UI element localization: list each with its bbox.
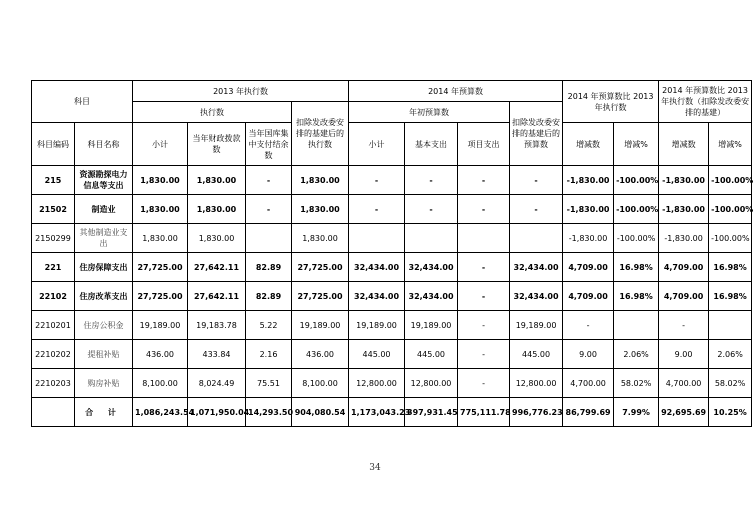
row-cell: -1,830.00 [659, 166, 709, 195]
row-cell: - [563, 311, 614, 340]
row-cell: -1,830.00 [659, 195, 709, 224]
row-cell: 4,709.00 [659, 253, 709, 282]
row-cell: -1,830.00 [563, 224, 614, 253]
row-cell: 16.98% [614, 253, 659, 282]
header-increase-pct: 增减% [614, 123, 659, 166]
row-cell: - [458, 195, 510, 224]
header-budget-2014: 2014 年预算数 [349, 81, 563, 102]
total-cell: 996,776.23 [510, 398, 563, 427]
row-cell: 1,830.00 [133, 195, 188, 224]
row-cell: - [458, 282, 510, 311]
row-cell: 4,709.00 [563, 282, 614, 311]
row-cell: 12,800.00 [349, 369, 405, 398]
row-cell: 32,434.00 [405, 253, 458, 282]
row-cell: 32,434.00 [349, 253, 405, 282]
total-cell: 397,931.45 [405, 398, 458, 427]
row-cell: - [246, 195, 292, 224]
row-cell: 1,830.00 [133, 224, 188, 253]
row-cell: 27,725.00 [292, 253, 349, 282]
header-name: 科目名称 [75, 123, 133, 166]
total-cell: 7.99% [614, 398, 659, 427]
row-cell [246, 224, 292, 253]
row-cell: 82.89 [246, 253, 292, 282]
row-cell: 5.22 [246, 311, 292, 340]
row-cell: 19,189.00 [349, 311, 405, 340]
row-cell: 1,830.00 [292, 166, 349, 195]
row-name: 提租补贴 [75, 340, 133, 369]
row-cell: 445.00 [510, 340, 563, 369]
header-subject: 科目 [32, 81, 133, 123]
total-cell: 904,080.54 [292, 398, 349, 427]
row-cell: 1,830.00 [188, 224, 246, 253]
row-cell: 2.16 [246, 340, 292, 369]
total-cell: 1,086,243.54 [133, 398, 188, 427]
row-cell: 32,434.00 [510, 282, 563, 311]
row-cell: 4,700.00 [659, 369, 709, 398]
row-cell: 4,709.00 [659, 282, 709, 311]
row-cell: 12,800.00 [510, 369, 563, 398]
row-cell [458, 224, 510, 253]
page-number: 34 [369, 463, 381, 473]
row-name: 住房公积金 [75, 311, 133, 340]
total-cell: 1,071,950.04 [188, 398, 246, 427]
row-cell: - [405, 166, 458, 195]
row-cell: 58.02% [709, 369, 752, 398]
row-cell: 9.00 [563, 340, 614, 369]
row-code: 215 [32, 166, 75, 195]
row-cell: 9.00 [659, 340, 709, 369]
row-cell: 8,100.00 [292, 369, 349, 398]
row-cell: 32,434.00 [510, 253, 563, 282]
table-row [32, 253, 752, 282]
row-cell [709, 311, 752, 340]
table-row [32, 166, 752, 195]
row-cell: - [458, 369, 510, 398]
row-code: 221 [32, 253, 75, 282]
table-row [32, 195, 752, 224]
table-row [32, 224, 752, 253]
table-row [32, 282, 752, 311]
row-code: 21502 [32, 195, 75, 224]
row-cell: 8,100.00 [133, 369, 188, 398]
row-cell: - [405, 195, 458, 224]
row-cell: 436.00 [292, 340, 349, 369]
total-cell: 86,799.69 [563, 398, 614, 427]
row-cell [614, 311, 659, 340]
row-cell: - [458, 166, 510, 195]
table-row [32, 369, 752, 398]
header-increase-amount: 增减数 [563, 123, 614, 166]
row-cell [510, 224, 563, 253]
row-cell: 16.98% [614, 282, 659, 311]
row-cell: - [458, 311, 510, 340]
row-code: 2210203 [32, 369, 75, 398]
row-cell: -100.00% [614, 224, 659, 253]
row-cell: 1,830.00 [292, 224, 349, 253]
row-cell: 19,189.00 [133, 311, 188, 340]
header-budget-initial: 年初预算数 [349, 102, 510, 123]
row-cell: 27,725.00 [133, 282, 188, 311]
header-project-expense: 项目支出 [458, 123, 510, 166]
header-exec-total: 执行数 [133, 102, 292, 123]
row-cell: 4,709.00 [563, 253, 614, 282]
total-label: 合 计 [75, 398, 133, 427]
row-cell: 19,189.00 [510, 311, 563, 340]
row-cell: - [349, 166, 405, 195]
row-cell: 2.06% [614, 340, 659, 369]
row-cell: 27,642.11 [188, 253, 246, 282]
row-cell: 1,830.00 [133, 166, 188, 195]
row-cell: 8,024.49 [188, 369, 246, 398]
budget-table [31, 80, 752, 427]
header-exec-adjusted: 扣除发改委安排的基建后的执行数 [292, 102, 349, 166]
total-cell: 10.25% [709, 398, 752, 427]
row-cell: 1,830.00 [188, 166, 246, 195]
row-name: 住房改革支出 [75, 282, 133, 311]
row-cell: 19,189.00 [405, 311, 458, 340]
row-cell: - [510, 166, 563, 195]
row-cell: - [458, 340, 510, 369]
row-cell: - [659, 311, 709, 340]
row-cell: 16.98% [709, 282, 752, 311]
total-cell: 14,293.50 [246, 398, 292, 427]
row-cell [349, 224, 405, 253]
row-cell: 27,725.00 [292, 282, 349, 311]
row-code: 2150299 [32, 224, 75, 253]
row-code: 2210202 [32, 340, 75, 369]
row-cell: 58.02% [614, 369, 659, 398]
row-cell: 1,830.00 [188, 195, 246, 224]
row-code: 22102 [32, 282, 75, 311]
row-cell: 445.00 [405, 340, 458, 369]
row-cell: 82.89 [246, 282, 292, 311]
header-compare-2014-vs-2013: 2014 年预算数比 2013 年执行数 [563, 81, 659, 123]
row-cell: 4,700.00 [563, 369, 614, 398]
row-name: 住房保障支出 [75, 253, 133, 282]
header-increase-amount-adjusted: 增减数 [659, 123, 709, 166]
row-cell: 19,189.00 [292, 311, 349, 340]
row-name: 资源勘探电力信息等支出 [75, 166, 133, 195]
header-compare-2014-vs-2013-adjusted: 2014 年预算数比 2013 年执行数（扣除发改委安排的基建） [659, 81, 752, 123]
row-code: 2210201 [32, 311, 75, 340]
total-cell: 92,695.69 [659, 398, 709, 427]
header-local-allocation: 当年财政拨款数 [188, 123, 246, 166]
row-cell: 16.98% [709, 253, 752, 282]
row-cell: -100.00% [614, 195, 659, 224]
header-subtotal: 小计 [133, 123, 188, 166]
header-basic-expense: 基本支出 [405, 123, 458, 166]
row-cell: - [458, 253, 510, 282]
row-cell: -1,830.00 [563, 195, 614, 224]
row-name: 其他制造业支出 [75, 224, 133, 253]
row-cell: 75.51 [246, 369, 292, 398]
row-cell: 27,642.11 [188, 282, 246, 311]
row-cell: -1,830.00 [563, 166, 614, 195]
budget-table-container [31, 80, 752, 427]
table-row [32, 311, 752, 340]
row-cell: 32,434.00 [349, 282, 405, 311]
header-budget-adjusted: 扣除发改委安排的基建后的预算数 [510, 102, 563, 166]
row-cell: 436.00 [133, 340, 188, 369]
header-increase-pct-adjusted: 增减% [709, 123, 752, 166]
row-cell: -100.00% [709, 195, 752, 224]
row-cell: - [510, 195, 563, 224]
row-cell: - [246, 166, 292, 195]
total-code-cell [32, 398, 75, 427]
row-name: 制造业 [75, 195, 133, 224]
row-cell: 2.06% [709, 340, 752, 369]
row-cell: 433.84 [188, 340, 246, 369]
row-cell: 445.00 [349, 340, 405, 369]
row-name: 购房补贴 [75, 369, 133, 398]
row-cell: 27,725.00 [133, 253, 188, 282]
row-cell: 19,183.78 [188, 311, 246, 340]
row-cell: -100.00% [709, 224, 752, 253]
row-cell: 32,434.00 [405, 282, 458, 311]
header-central-balance: 当年国库集中支付结余数 [246, 123, 292, 166]
row-cell: 12,800.00 [405, 369, 458, 398]
total-cell: 1,173,043.23 [349, 398, 405, 427]
row-cell: -100.00% [709, 166, 752, 195]
total-cell: 775,111.78 [458, 398, 510, 427]
row-cell: - [349, 195, 405, 224]
row-cell: -1,830.00 [659, 224, 709, 253]
header-budget-subtotal: 小计 [349, 123, 405, 166]
header-code: 科目编码 [32, 123, 75, 166]
row-cell [405, 224, 458, 253]
header-exec-2013: 2013 年执行数 [133, 81, 349, 102]
table-total-row [32, 398, 752, 427]
table-row [32, 340, 752, 369]
row-cell: -100.00% [614, 166, 659, 195]
row-cell: 1,830.00 [292, 195, 349, 224]
